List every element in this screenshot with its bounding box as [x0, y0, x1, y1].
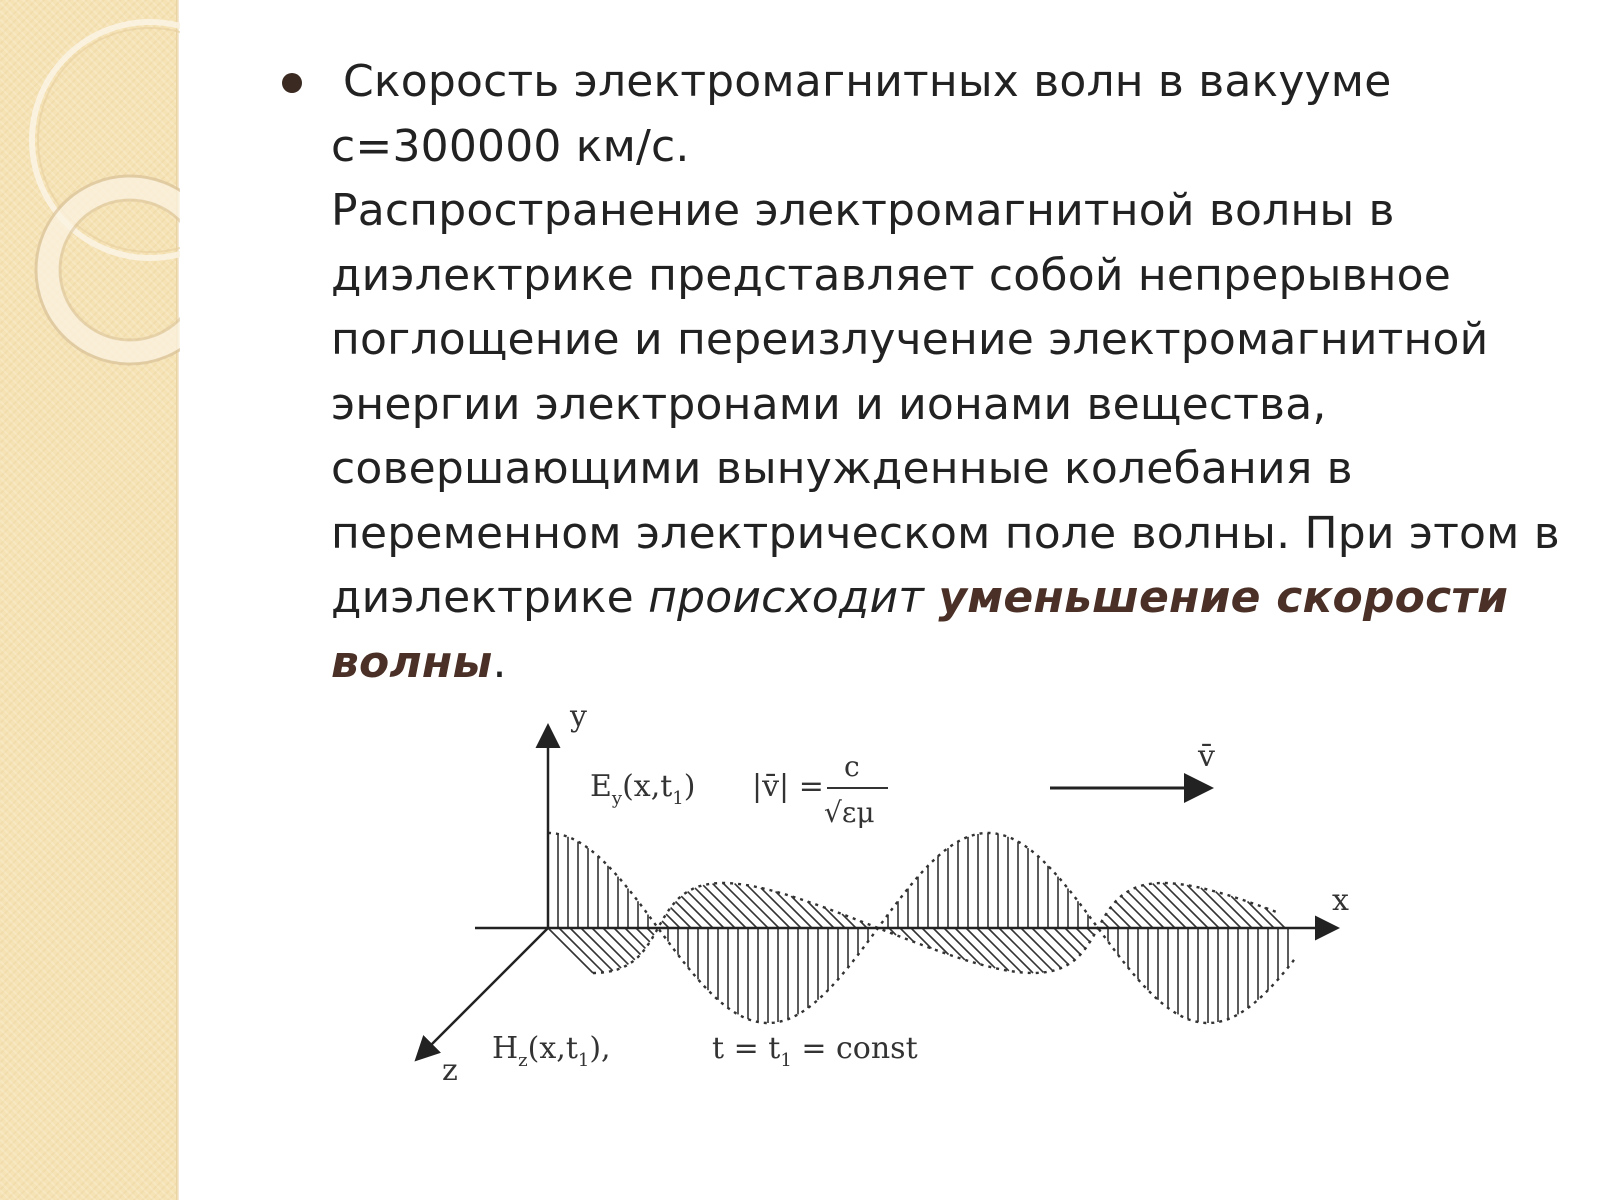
h-field-hatch — [1111, 908, 1131, 928]
h-field-hatch — [695, 888, 735, 928]
h-field-hatch — [625, 928, 645, 948]
h-field-hatch — [988, 928, 1033, 973]
em-wave-figure — [400, 698, 1360, 1118]
para-line-6: переменном электрическом поле волны. При этом в — [331, 507, 1560, 559]
h-field-hatch — [1032, 928, 1068, 964]
para-line-1: Распространение электромагнитной волны в — [331, 185, 1395, 236]
h-field-hatch — [1054, 928, 1081, 955]
last-line-bold: уменьшение скорости — [938, 572, 1509, 623]
time-label: $t = t_1$ = const — [712, 1031, 918, 1071]
h-field-hatch — [1076, 928, 1090, 942]
last-line-plain: диэлектрике — [331, 572, 649, 623]
h-field-hatch — [944, 928, 980, 964]
para-line-3: поглощение и переизлучение электромагнитной — [331, 314, 1489, 365]
h-field-hatch — [1021, 928, 1061, 968]
h-field-hatch — [747, 885, 790, 928]
h-field-hatch — [1216, 892, 1252, 928]
x-axis-label: x — [1332, 883, 1349, 918]
h-field-hatch — [1143, 885, 1186, 928]
h-field-hatch — [999, 928, 1043, 972]
h-field-hatch — [1065, 928, 1085, 948]
h-field-hatch — [581, 928, 621, 968]
para-line-7 — [331, 566, 1563, 631]
h-field-hatch — [761, 888, 801, 928]
h-field-hatch — [1163, 883, 1208, 928]
final-bold: волны — [331, 636, 493, 688]
h-field-hatch — [966, 928, 1009, 971]
h-field-hatch — [1135, 888, 1175, 928]
h-field-hatch — [1116, 902, 1143, 929]
y-axis-label: y — [570, 699, 587, 734]
h-field-hatch — [703, 885, 746, 928]
h-field-hatch — [614, 928, 641, 955]
h-field-hatch — [688, 892, 724, 928]
h-field-hatch — [977, 928, 1021, 972]
h-field-hatch — [592, 928, 628, 964]
e-field-label: $E_y(x,t_1)$ — [590, 769, 696, 809]
h-field-hatch — [713, 884, 757, 928]
velocity-vector-label: v̄ — [1198, 739, 1215, 774]
h-field-hatch — [636, 928, 650, 942]
h-field-hatch — [559, 928, 603, 972]
para-line-4: энергии электронами и ионами вещества, — [331, 378, 1327, 430]
h-field-label: $H_z(x,t_1)$, — [492, 1031, 611, 1071]
h-field-hatch — [1010, 928, 1053, 971]
h-field-hatch — [666, 914, 680, 928]
final-plain: . — [492, 636, 507, 688]
h-field-hatch — [548, 928, 593, 973]
h-field-hatch — [570, 928, 613, 971]
h-field-hatch — [723, 883, 768, 928]
para-line-8 — [331, 631, 1563, 696]
bullet-line-2: с=300000 км/с. — [331, 120, 690, 172]
slide-text — [333, 50, 1563, 695]
h-field-hatch — [842, 914, 856, 928]
h-field-hatch — [1128, 892, 1164, 928]
h-field-hatch — [1106, 914, 1120, 928]
velocity-formula-den: √εμ — [824, 796, 875, 829]
velocity-formula-lhs: |v̄| = — [752, 769, 824, 804]
para-line-2: диэлектрике представляет собой непрерывное — [331, 249, 1452, 301]
h-field-hatch — [671, 908, 691, 928]
last-line-italic: происходит — [648, 572, 939, 623]
velocity-formula-num: c — [844, 750, 860, 783]
h-field-hatch — [808, 902, 835, 929]
bullet-icon — [282, 73, 302, 93]
h-field-hatch — [1187, 885, 1230, 928]
para-line-5: совершающими вынужденные колебания в — [331, 443, 1353, 494]
h-field-hatch — [825, 908, 845, 928]
decor-rings — [0, 0, 180, 400]
h-field-hatch — [676, 902, 703, 929]
bullet-line-1: Скорость электромагнитных волн в вакууме — [343, 56, 1392, 107]
z-axis-label: z — [442, 1053, 458, 1088]
h-field-hatch — [1153, 884, 1197, 928]
